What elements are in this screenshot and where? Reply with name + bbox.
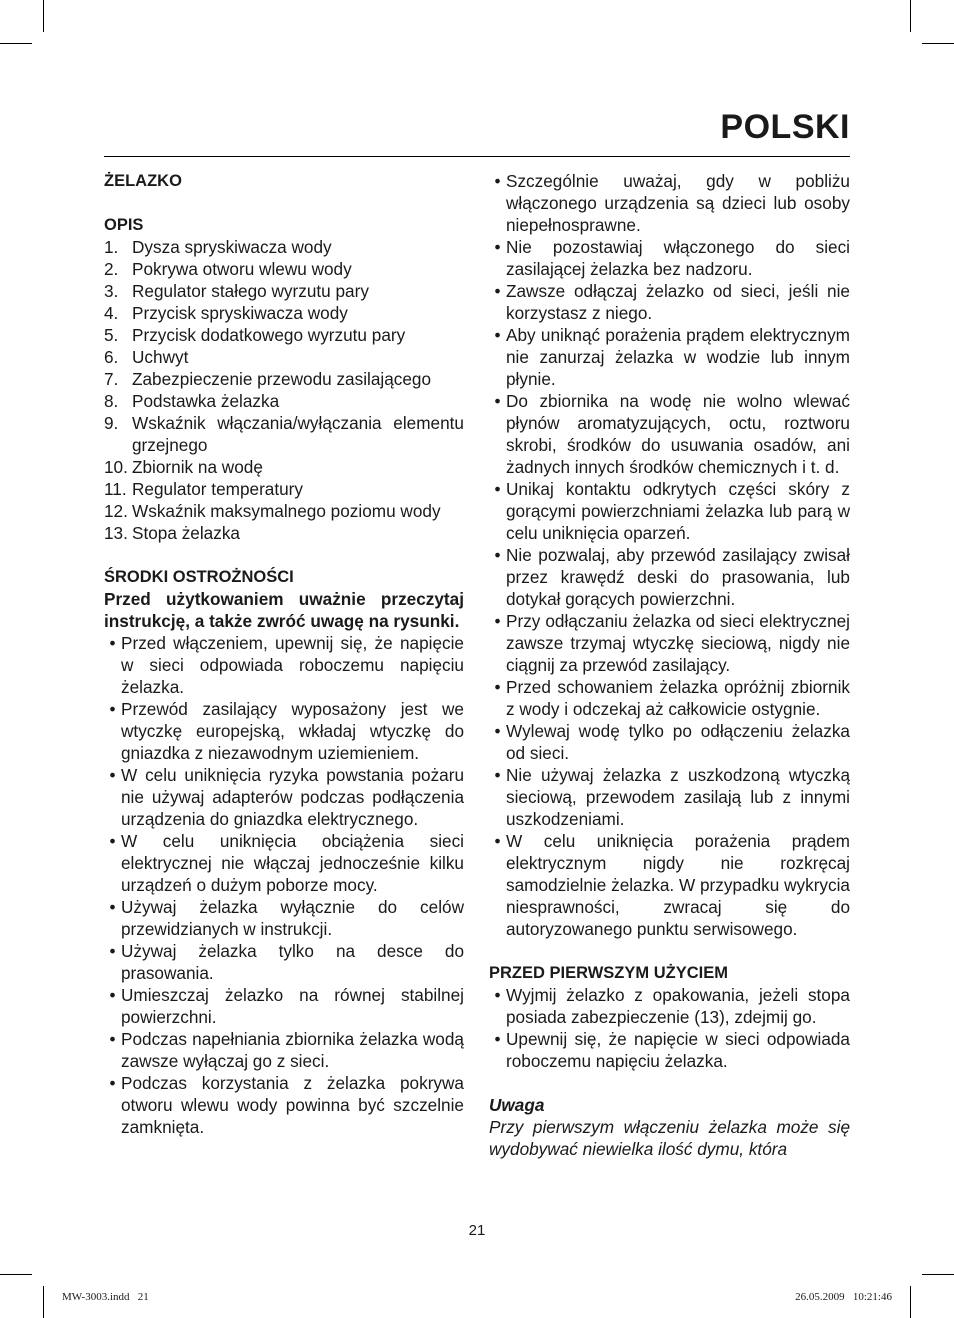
list-item: 5. Przycisk dodatkowego wyrzutu pary [104, 325, 406, 345]
list-item: 10. Zbiornik na wodę [104, 457, 263, 477]
list-item: 3. Regulator stałego wyrzutu pary [104, 281, 369, 301]
list-item: • Umieszczaj żelazko na równej stabilnej powierzchni. [109, 985, 464, 1027]
list-item: 1. Dysza spryskiwacza wody [104, 237, 332, 257]
list-item: 8. Podstawka żelazka [104, 391, 280, 411]
list-item: • Do zbiornika na wodę nie wolno wlewać płynów aromatyzujących, octu, roztworu skrobi, środków do usuwania osadów, ani żadnych innych środków chemicznych i t. d. [494, 391, 850, 477]
first-use-list [489, 984, 850, 1072]
list-item: • Podczas napełniania zbiornika żelazka wodą zawsze wyłączaj go z sieci. [109, 1029, 464, 1071]
safety-list [104, 632, 464, 1138]
crop-mark [910, 1286, 911, 1318]
crop-mark [910, 0, 911, 32]
page-language-title: POLSKI [720, 108, 850, 146]
list-item: • Szczególnie uważaj, gdy w pobliżu włączonego urządzenia są dzieci lub osoby niepełnosprawne. [494, 171, 850, 235]
list-item: 12. Wskaźnik maksymalnego poziomu wody [104, 501, 441, 521]
safety-intro: Przed użytkowaniem uważnie przeczytaj instrukcję, a także zwróć uwagę na rysunki. [104, 589, 464, 631]
footer-datetime: 26.05.2009 10:21:46 [795, 1291, 892, 1303]
left-column [104, 170, 464, 1138]
footer-file-info: MW-3003.indd 21 [62, 1291, 149, 1303]
list-item: • Używaj żelazka wyłącznie do celów przewidzianych w instrukcji. [109, 897, 464, 939]
parts-list [104, 236, 464, 544]
first-use-heading: PRZED PIERWSZYM UŻYCIEM [489, 964, 728, 982]
list-item: • Wylewaj wodę tylko po odłączeniu żelazka od sieci. [494, 721, 850, 763]
list-item: • Przewód zasilający wyposażony jest we wtyczkę europejską, wkładaj wtyczkę do gniazdka z niezawodnym uziemieniem. [109, 699, 464, 763]
list-item: 13. Stopa żelazka [104, 523, 240, 543]
list-item: • Nie używaj żelazka z uszkodzoną wtyczką sieciową, przewodem zasilają lub z innymi uszkodzeniami. [494, 765, 850, 829]
page-number: 21 [468, 1222, 486, 1239]
note-title: Uwaga [489, 1095, 545, 1115]
crop-mark [922, 1274, 954, 1275]
list-item: 7. Zabezpieczenie przewodu zasilającego [104, 369, 432, 389]
list-item: • Wyjmij żelazko z opakowania, jeżeli stopa posiada zabezpieczenie (13), zdejmij go. [494, 985, 850, 1027]
list-item: • Zawsze odłączaj żelazko od sieci, jeśli nie korzystasz z niego. [494, 281, 850, 323]
list-item: • Nie pozwalaj, aby przewód zasilający zwisał przez krawędź deski do prasowania, lub dotykał gorących powierzchni. [494, 545, 850, 609]
list-item: • Nie pozostawiaj włączonego do sieci zasilającej żelazka bez nadzoru. [494, 237, 850, 279]
right-column [489, 170, 850, 1160]
list-item: • Używaj żelazka tylko na desce do prasowania. [109, 941, 464, 983]
note-text: Przy pierwszym włączeniu żelazka może się wydobywać niewielka ilość dymu, która [489, 1117, 850, 1159]
list-item: • Przed włączeniem, upewnij się, że napięcie w sieci odpowiada roboczemu napięciu żelazka. [109, 633, 464, 697]
product-title: ŻELAZKO [104, 172, 182, 190]
crop-mark [0, 43, 32, 44]
safety-heading: ŚRODKI OSTROŻNOŚCI [104, 568, 294, 586]
list-item: • W celu uniknięcia ryzyka powstania pożaru nie używaj adapterów podczas podłączenia urządzenia do gniazdka elektrycznego. [109, 765, 464, 829]
list-item: • Aby uniknąć porażenia prądem elektrycznym nie zanurzaj żelazka w wodzie lub innym płynie. [494, 325, 850, 389]
list-item: • Przy odłączaniu żelazka od sieci elektrycznej zawsze trzymaj wtyczkę sieciową, nigdy nie ciągnij za przewód zasilający. [494, 611, 850, 675]
list-item: • W celu uniknięcia porażenia prądem elektrycznym nigdy nie rozkręcaj samodzielnie żelazka. W przypadku wykrycia niesprawności, zwracaj się do autoryzowanego punktu serwisowego. [494, 831, 850, 939]
list-item: 4. Przycisk spryskiwacza wody [104, 303, 348, 323]
crop-mark [43, 0, 44, 32]
list-item: • Podczas korzystania z żelazka pokrywa otworu wlewu wody powinna być szczelnie zamknięta. [109, 1073, 464, 1137]
description-heading: OPIS [104, 216, 144, 234]
list-item: • W celu uniknięcia obciążenia sieci elektrycznej nie włączaj jednocześnie kilku urządzeń o dużym poborze mocy. [109, 831, 464, 895]
list-item: 2. Pokrywa otworu wlewu wody [104, 259, 352, 279]
list-item: 11. Regulator temperatury [104, 479, 304, 499]
crop-mark [43, 1286, 44, 1318]
list-item: 6. Uchwyt [104, 347, 189, 367]
crop-mark [0, 1274, 32, 1275]
crop-mark [922, 43, 954, 44]
list-item: • Przed schowaniem żelazka opróżnij zbiornik z wody i odczekaj aż całkowicie ostygnie. [494, 677, 850, 719]
header-divider [104, 156, 850, 157]
safety-list-continued [489, 170, 850, 940]
list-item: 9. Wskaźnik włączania/wyłączania elementu grzejnego [104, 413, 464, 455]
list-item: • Unikaj kontaktu odkrytych części skóry z gorącymi powierzchniami żelazka lub parą w celu uniknięcia oparzeń. [494, 479, 850, 543]
list-item: • Upewnij się, że napięcie w sieci odpowiada roboczemu napięciu żelazka. [494, 1029, 850, 1071]
